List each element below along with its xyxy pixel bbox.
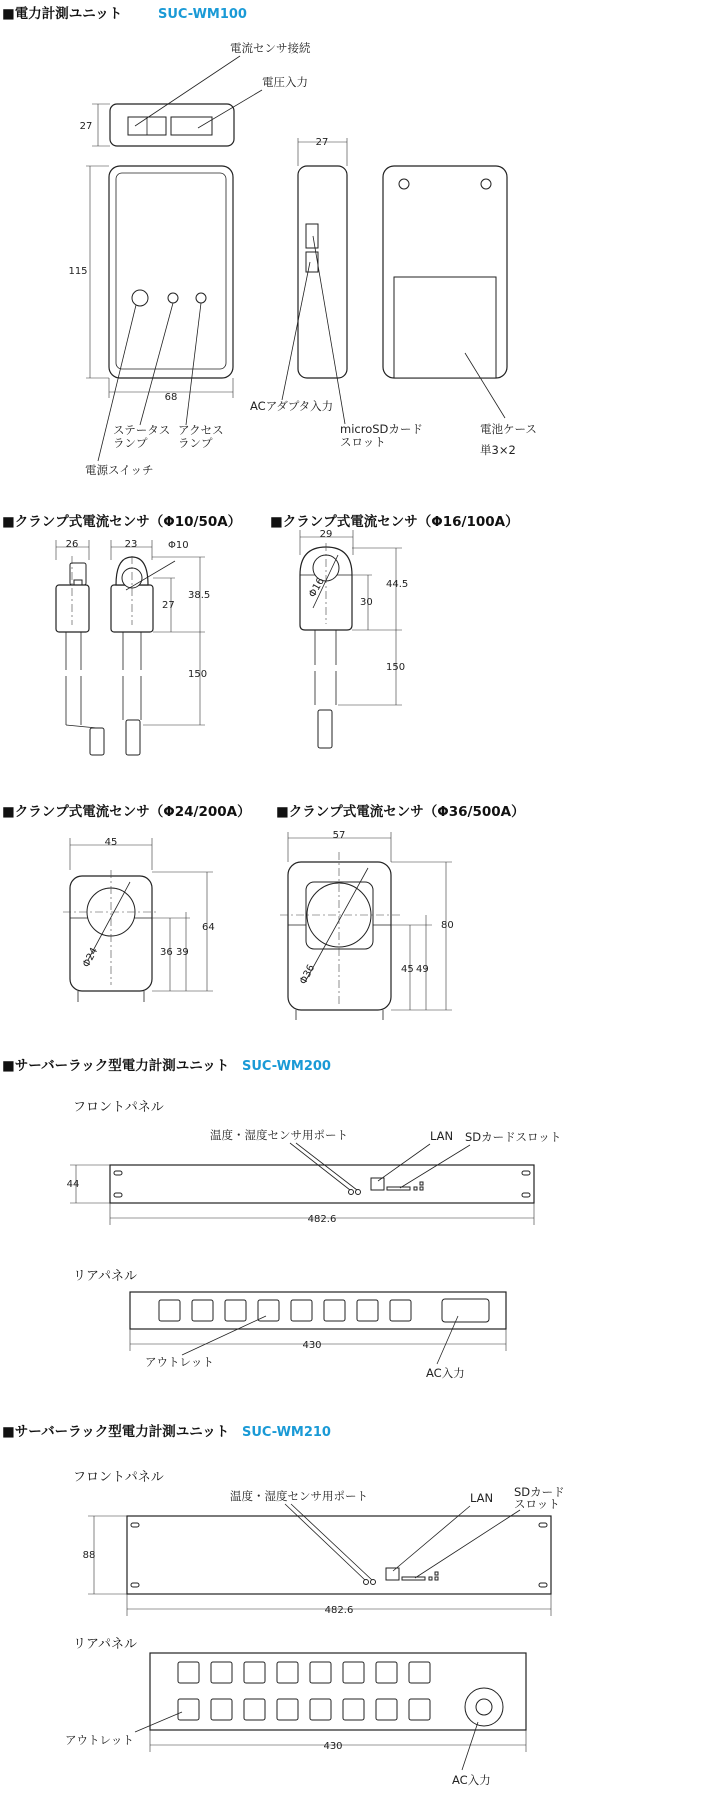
wm210-label-sd-2: スロット — [514, 1497, 560, 1511]
wm100-voltage-port — [171, 117, 212, 135]
wm210-dim-rear-w: 430 — [323, 1741, 343, 1752]
wm200-lan-port — [371, 1178, 384, 1190]
label-battery-2: 単3×2 — [480, 443, 516, 457]
wm100-dim-body-h: 115 — [68, 266, 88, 277]
wm200-dim-rear-w: 430 — [302, 1340, 322, 1351]
wm200-front-heading: フロントパネル — [73, 1100, 164, 1115]
wm100-front-view — [109, 166, 233, 378]
clamp16-dim-htop: 44.5 — [386, 579, 409, 590]
section-clamp16 — [270, 513, 519, 748]
wm200-sd-slot — [387, 1187, 410, 1190]
wm210-label-lan: LAN — [470, 1491, 494, 1505]
wm200-label-lan: LAN — [430, 1129, 454, 1143]
clamp10-dim-cable: 150 — [188, 669, 208, 680]
wm200-rear-heading: リアパネル — [73, 1269, 137, 1284]
clamp10-dim-w2: 23 — [124, 539, 138, 550]
wm210-lan-port — [386, 1568, 399, 1580]
wm210-rear-heading: リアパネル — [73, 1637, 137, 1652]
battery-case — [394, 277, 496, 378]
wm200-sensor-port-1 — [349, 1190, 354, 1195]
power-switch — [132, 290, 148, 306]
label-current-sensor: 電流センサ接続 — [230, 41, 311, 55]
clamp10-dim-hmid: 27 — [162, 600, 175, 611]
wm210-label-sensor-port: 温度・湿度センサ用ポート — [230, 1489, 368, 1503]
wm200-label-sensor-port: 温度・湿度センサ用ポート — [210, 1128, 348, 1142]
clamp24-title: ■クランプ式電流センサ（Φ24/200A） — [2, 804, 251, 820]
clamp10-dim-w1: 26 — [65, 539, 79, 550]
wm200-label-ac: AC入力 — [426, 1366, 465, 1380]
status-lamp — [168, 293, 178, 303]
wm210-dim-h: 88 — [82, 1550, 96, 1561]
label-ac-adapter: ACアダプタ入力 — [250, 399, 334, 413]
wm100-model: SUC-WM100 — [158, 7, 247, 22]
wm210-sensor-port-1 — [364, 1580, 369, 1585]
wm210-label-sd-1: SDカード — [514, 1485, 565, 1499]
clamp24-dim-h: 64 — [202, 922, 215, 933]
wm200-label-sd: SDカードスロット — [465, 1130, 562, 1144]
clamp10-title: ■クランプ式電流センサ（Φ10/50A） — [2, 514, 242, 530]
label-power-switch: 電源スイッチ — [85, 463, 154, 477]
clamp16-dim-dia: Φ16 — [307, 576, 327, 600]
clamp24-dim-h1: 36 — [160, 947, 173, 958]
clamp16-dim-cable: 150 — [386, 662, 406, 673]
label-microsd-1: microSDカード — [340, 422, 423, 436]
clamp10-side-view — [56, 585, 89, 632]
label-voltage-input: 電圧入力 — [262, 75, 308, 89]
wm210-model: SUC-WM210 — [242, 1425, 331, 1440]
section-clamp10 — [2, 513, 241, 755]
wm210-title: ■サーバーラック型電力計測ユニット — [2, 1424, 230, 1440]
clamp16-dim-hmid: 30 — [360, 597, 373, 608]
label-microsd-2: スロット — [340, 435, 386, 449]
section-clamp24 — [2, 803, 251, 1002]
section-clamp36 — [276, 803, 525, 1020]
wm210-sensor-port-2 — [371, 1580, 376, 1585]
wm210-front-heading: フロントパネル — [73, 1470, 164, 1485]
clamp10-dim-htop: 38.5 — [188, 590, 211, 601]
wm200-model: SUC-WM200 — [242, 1059, 331, 1074]
wm200-ac-inlet — [442, 1299, 489, 1322]
clamp24-dim-dia: Φ24 — [80, 946, 101, 970]
wm100-side-view — [298, 166, 347, 378]
label-battery-1: 電池ケース — [480, 422, 537, 436]
wm100-title: ■電力計測ユニット — [2, 6, 123, 22]
wm200-sensor-port-2 — [356, 1190, 361, 1195]
wm210-label-outlet: アウトレット — [65, 1733, 134, 1747]
wm200-title: ■サーバーラック型電力計測ユニット — [2, 1058, 230, 1074]
label-access-2: ランプ — [178, 436, 213, 450]
clamp24-dim-w: 45 — [104, 837, 118, 848]
clamp10-dim-dia: Φ10 — [168, 540, 189, 551]
clamp24-dim-h2: 39 — [176, 947, 189, 958]
label-status-2: ランプ — [113, 436, 148, 450]
wm100-dim-body-w: 68 — [164, 392, 178, 403]
clamp16-title: ■クランプ式電流センサ（Φ16/100A） — [270, 514, 519, 530]
wm200-dim-front-w: 482.6 — [307, 1214, 337, 1225]
clamp36-dim-h2: 49 — [416, 964, 429, 975]
label-access-1: アクセス — [178, 423, 224, 437]
wm100-dim-side-w: 27 — [315, 137, 329, 148]
clamp36-dim-h1: 45 — [401, 964, 414, 975]
clamp36-dim-h: 80 — [441, 920, 454, 931]
wm210-dim-front-w: 482.6 — [324, 1605, 354, 1616]
access-lamp — [196, 293, 206, 303]
clamp36-title: ■クランプ式電流センサ（Φ36/500A） — [276, 804, 525, 820]
wm200-front-panel — [110, 1165, 534, 1203]
section-wm100 — [2, 5, 537, 477]
clamp36-dim-dia: Φ36 — [297, 963, 318, 987]
section-wm200 — [2, 1057, 561, 1380]
wm100-dim-top-h: 27 — [79, 121, 93, 132]
wm200-label-outlet: アウトレット — [145, 1355, 214, 1369]
microsd-slot — [306, 224, 318, 248]
wm200-dim-h: 44 — [66, 1179, 80, 1190]
wm210-sd-slot — [402, 1577, 425, 1580]
section-wm210 — [2, 1423, 565, 1787]
wm210-label-ac: AC入力 — [452, 1773, 491, 1787]
clamp36-dim-w: 57 — [332, 830, 346, 841]
label-status-1: ステータス — [113, 423, 171, 437]
clamp16-dim-w: 29 — [319, 529, 333, 540]
